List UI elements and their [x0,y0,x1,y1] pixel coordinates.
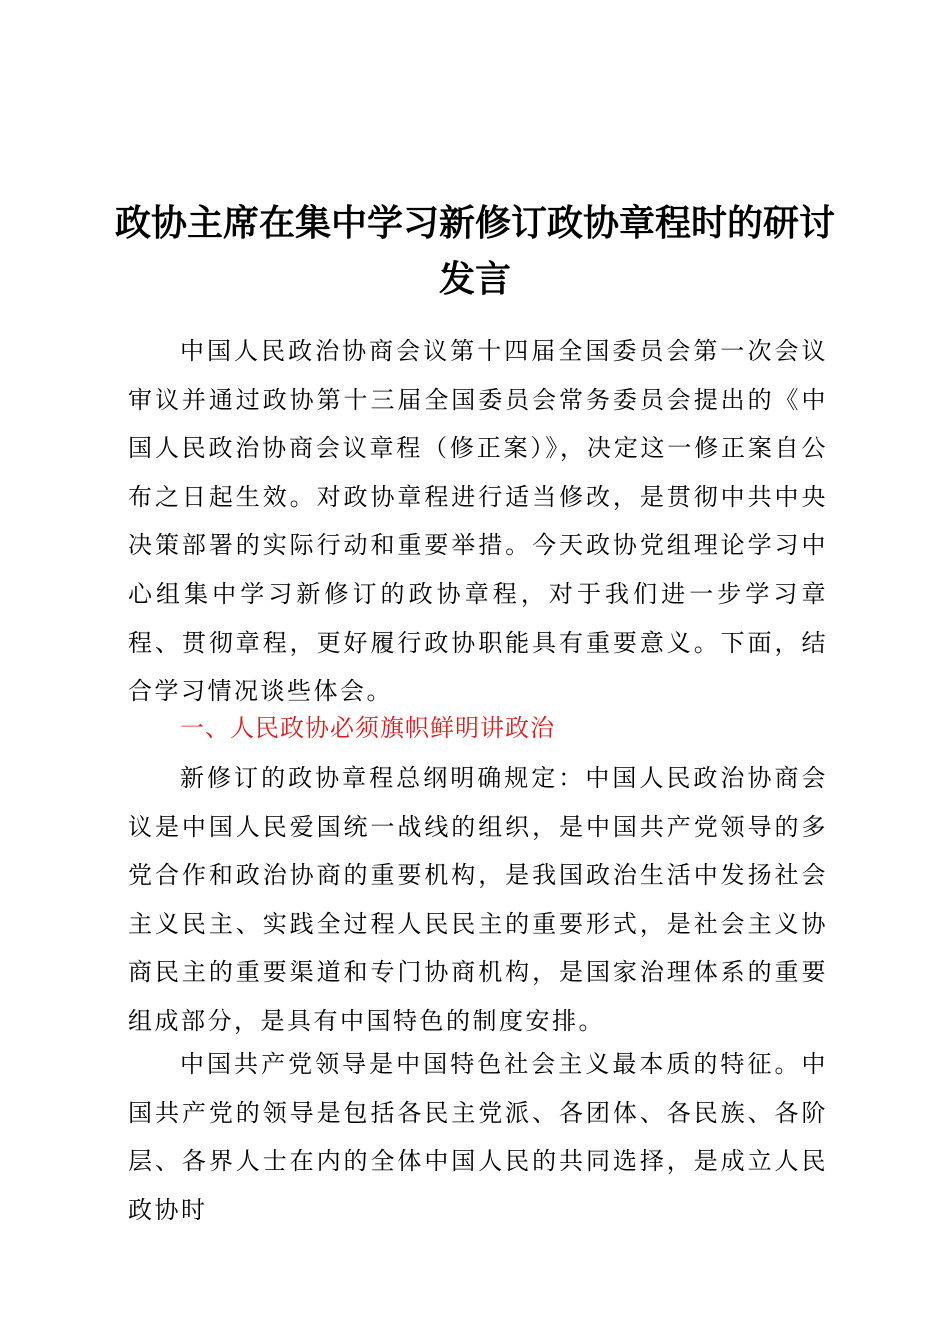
section-paragraph-block-2 [128,1040,828,1234]
section-heading: 一、人民政协必须旗帜鲜明讲政治 [180,714,555,742]
paragraph-intro: 中国人民政治协商会议第十四届全国委员会第一次会议审议并通过政协第十三届全国委员会常务委员会提出的《中国人民政治协商会议章程（修正案）》，决定这一修正案自公布之日起生效。对政协章程进行适当修改，是贯彻中共中央决策部署的实际行动和重要举措。今天政协党组理论学习中心组集中学习新修订的政协章程，对于我们进一步学习章程、贯彻章程，更好履行政协职能具有重要意义。下面，结合学习情况谈些体会。 [128,337,828,706]
paragraph-party-leadership: 中国共产党领导是中国特色社会主义最本质的特征。中国共产党的领导是包括各民主党派、各团体、各民族、各阶层、各界人士在内的全体中国人民的共同选择，是成立人民政协时 [128,1050,828,1224]
intro-paragraph-block [128,327,828,716]
section-paragraph-block-1 [128,754,828,1046]
paragraph-charter-definition: 新修订的政协章程总纲明确规定：中国人民政治协商会议是中国人民爱国统一战线的组织，是中国共产党领导的多党合作和政治协商的重要机构，是我国政治生活中发扬社会主义民主、实践全过程人民民主的重要形式，是社会主义协商民主的重要渠道和专门协商机构，是国家治理体系的重要组成部分，是具有中国特色的制度安排。 [128,764,828,1035]
document-title: 政协主席在集中学习新修订政协章程时的研讨发言 [114,203,835,300]
